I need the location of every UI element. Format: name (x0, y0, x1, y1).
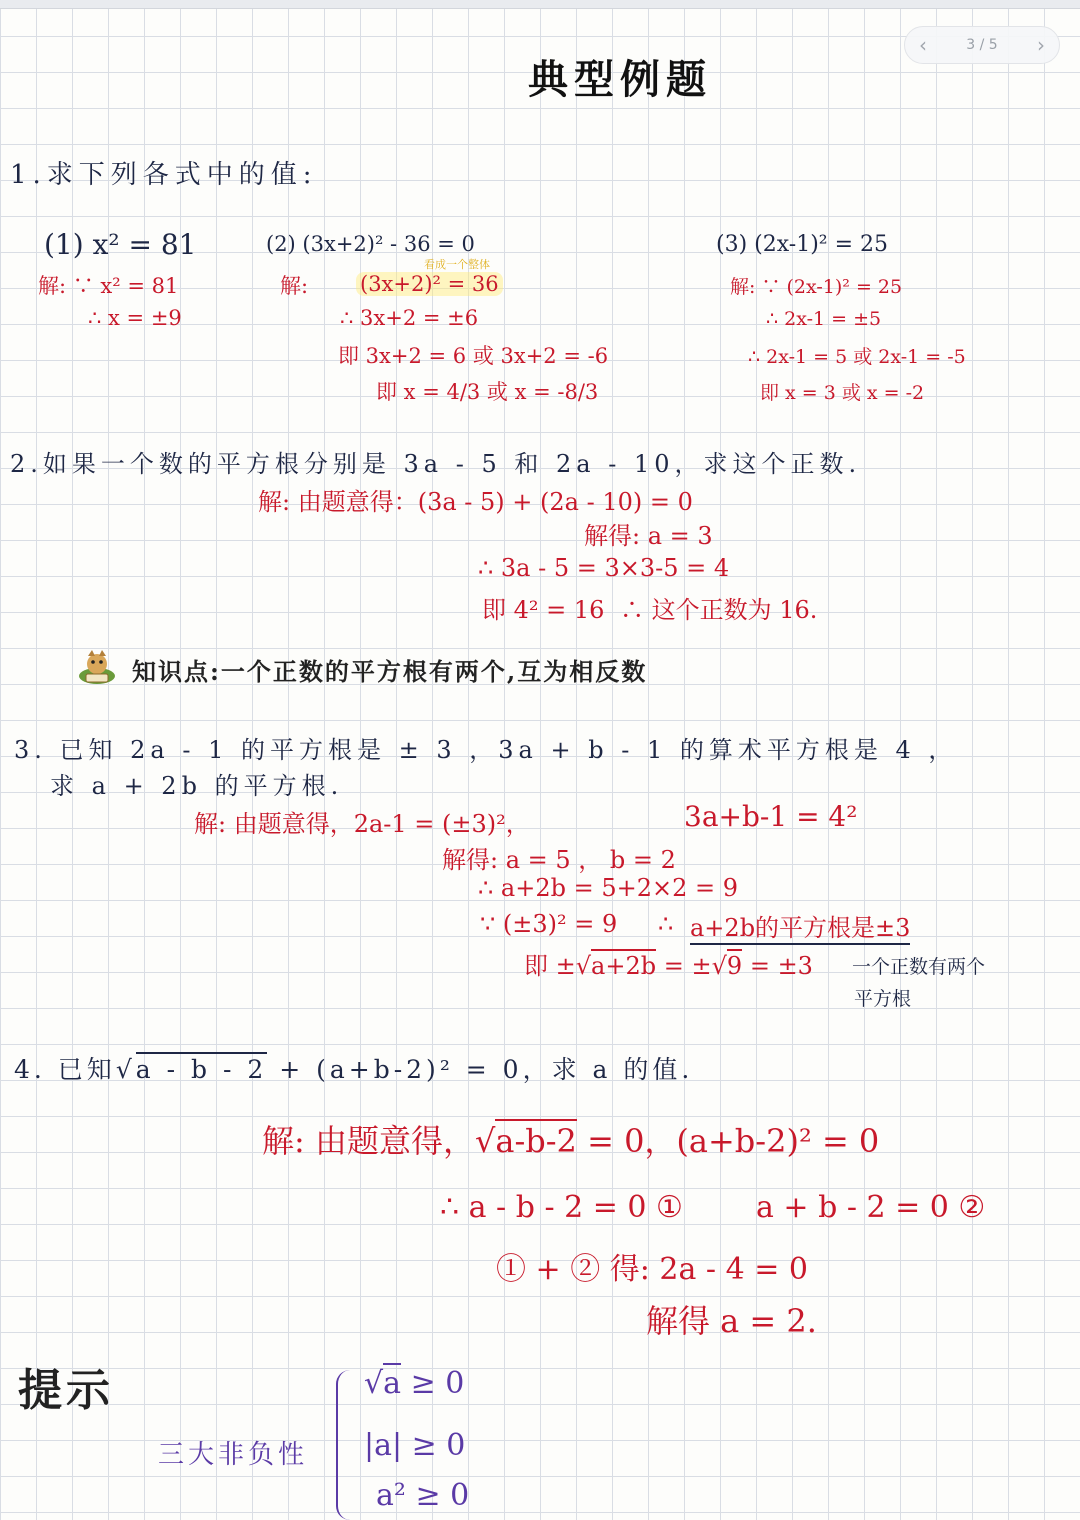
next-page-icon[interactable]: › (1037, 33, 1045, 57)
q1-p2-line3: 即 3x+2 = 6 或 3x+2 = -6 (338, 344, 609, 368)
q3-side-note1: 一个正数有两个 (852, 956, 986, 978)
q4-prompt: 4. 已知√a - b - 2 + (a+b-2)² = 0，求 a 的值. (14, 1050, 693, 1086)
q3-line4b: ∴ (658, 910, 674, 938)
q3-line5-radicand: a+2b (591, 949, 656, 980)
q3-line5: 即 ±√a+2b = ±√9 = ±3 (524, 946, 813, 981)
q1-p3-line1: 解: ∵ (2x-1)² = 25 (730, 276, 903, 298)
q4-prompt-a: 4. 已知 (14, 1055, 116, 1084)
q1-p2-line1: 解: (280, 274, 309, 298)
q1-p2-highlight: (3x+2)² = 36 (356, 272, 503, 296)
q4-line2b: a + b - 2 = 0 ② (756, 1190, 986, 1225)
q3-line4c: a+2b的平方根是±3 (690, 908, 910, 945)
q4-line3: ① + ② 得: 2a - 4 = 0 (496, 1252, 808, 1287)
mascot-icon (76, 646, 118, 686)
q1-p2-line1b (356, 272, 503, 296)
q4-line2a: ∴ a - b - 2 = 0 ① (440, 1190, 683, 1225)
q3-line5a: 即 ± (524, 952, 576, 980)
q3-side-note2: 平方根 (854, 988, 912, 1010)
q4-line1: 解: 由题意得，√a-b-2 = 0，(a+b-2)² = 0 (262, 1116, 879, 1162)
prev-page-icon[interactable]: ‹ (919, 33, 927, 57)
q1-p2-line4: 即 x = 4/3 或 x = -8/3 (376, 380, 599, 404)
viewer-top-edge (0, 0, 1080, 9)
q4-line1-radicand: a-b-2 (495, 1119, 577, 1160)
tip-item2: |a| ≥ 0 (364, 1428, 466, 1463)
tip-item1-radicand: a (383, 1363, 401, 1401)
q1-p3-line3: ∴ 2x-1 = 5 或 2x-1 = -5 (748, 346, 966, 368)
q1-p1-equation: (1) x² = 81 (44, 228, 197, 261)
q3-line1a: 解: 由题意得，2a-1 = (±3)²， (194, 810, 530, 838)
q3-line1b: 3a+b-1 = 4² (684, 800, 858, 833)
q2-line4: 即 4² = 16 (482, 596, 605, 624)
tip-item3: a² ≥ 0 (376, 1478, 470, 1513)
q1-p2-line2: ∴ 3x+2 = ±6 (340, 306, 479, 330)
q2-line2: 解得: a = 3 (584, 522, 713, 550)
tip-brace (336, 1370, 356, 1520)
q3-prompt-line1: 3. 已知 2a - 1 的平方根是 ± 3 ，3a + b - 1 的算术平方根是 4 ， (14, 736, 958, 764)
q3-line4a: ∵ (±3)² = 9 (480, 910, 618, 938)
q1-p2-note: 看成一个整体 (424, 258, 490, 271)
tip-label: 三大非负性 (158, 1440, 309, 1470)
q2-line3: ∴ 3a - 5 = 3×3-5 = 4 (478, 554, 730, 582)
q1-p3-line2: ∴ 2x-1 = ±5 (766, 308, 882, 330)
tip-item1: √a ≥ 0 (364, 1366, 464, 1401)
tip-title: 提示 (18, 1365, 114, 1416)
q1-p2-equation: (2) (3x+2)² - 36 = 0 (266, 232, 475, 256)
page-title: 典型例题 (528, 56, 712, 103)
q3-prompt-line2: 求 a + 2b 的平方根. (50, 772, 344, 800)
q4-prompt-b: + (a+b-2)² = 0，求 a 的值. (279, 1055, 694, 1084)
page-indicator: 3 / 5 (966, 37, 998, 53)
tip-item1-rel: ≥ 0 (410, 1366, 465, 1401)
q3-line5c: = ± (663, 952, 712, 980)
q1-p1-solution: 解: ∵ x² = 81 (38, 274, 179, 298)
q4-line4: 解得 a = 2. (646, 1302, 817, 1340)
q3-line5-radicand2: 9 (727, 949, 742, 980)
q4-line1a: 解: 由题意得， (262, 1122, 475, 1160)
q3-line2: 解得: a = 5 ， b = 2 (442, 846, 676, 874)
q2-line5: ∴ 这个正数为 16. (620, 596, 818, 624)
q1-prompt: 1.求下列各式中的值: (10, 160, 318, 190)
q2-prompt: 2.如果一个数的平方根分别是 3a - 5 和 2a - 10，求这个正数. (10, 450, 862, 478)
q1-p3-line4: 即 x = 3 或 x = -2 (760, 382, 925, 404)
q3-line3: ∴ a+2b = 5+2×2 = 9 (478, 874, 738, 902)
q3-line5e: = ±3 (749, 952, 813, 980)
knowledge-point: 知识点:一个正数的平方根有两个,互为相反数 (132, 657, 648, 686)
q4-line1b: = 0，(a+b-2)² = 0 (587, 1122, 880, 1160)
q4-prompt-radicand: a - b - 2 (136, 1052, 268, 1084)
q2-line1: 解: 由题意得：(3a - 5) + (2a - 10) = 0 (258, 488, 693, 516)
q1-p3-equation: (3) (2x-1)² = 25 (716, 232, 889, 257)
q1-p1-answer: ∴ x = ±9 (88, 306, 182, 330)
